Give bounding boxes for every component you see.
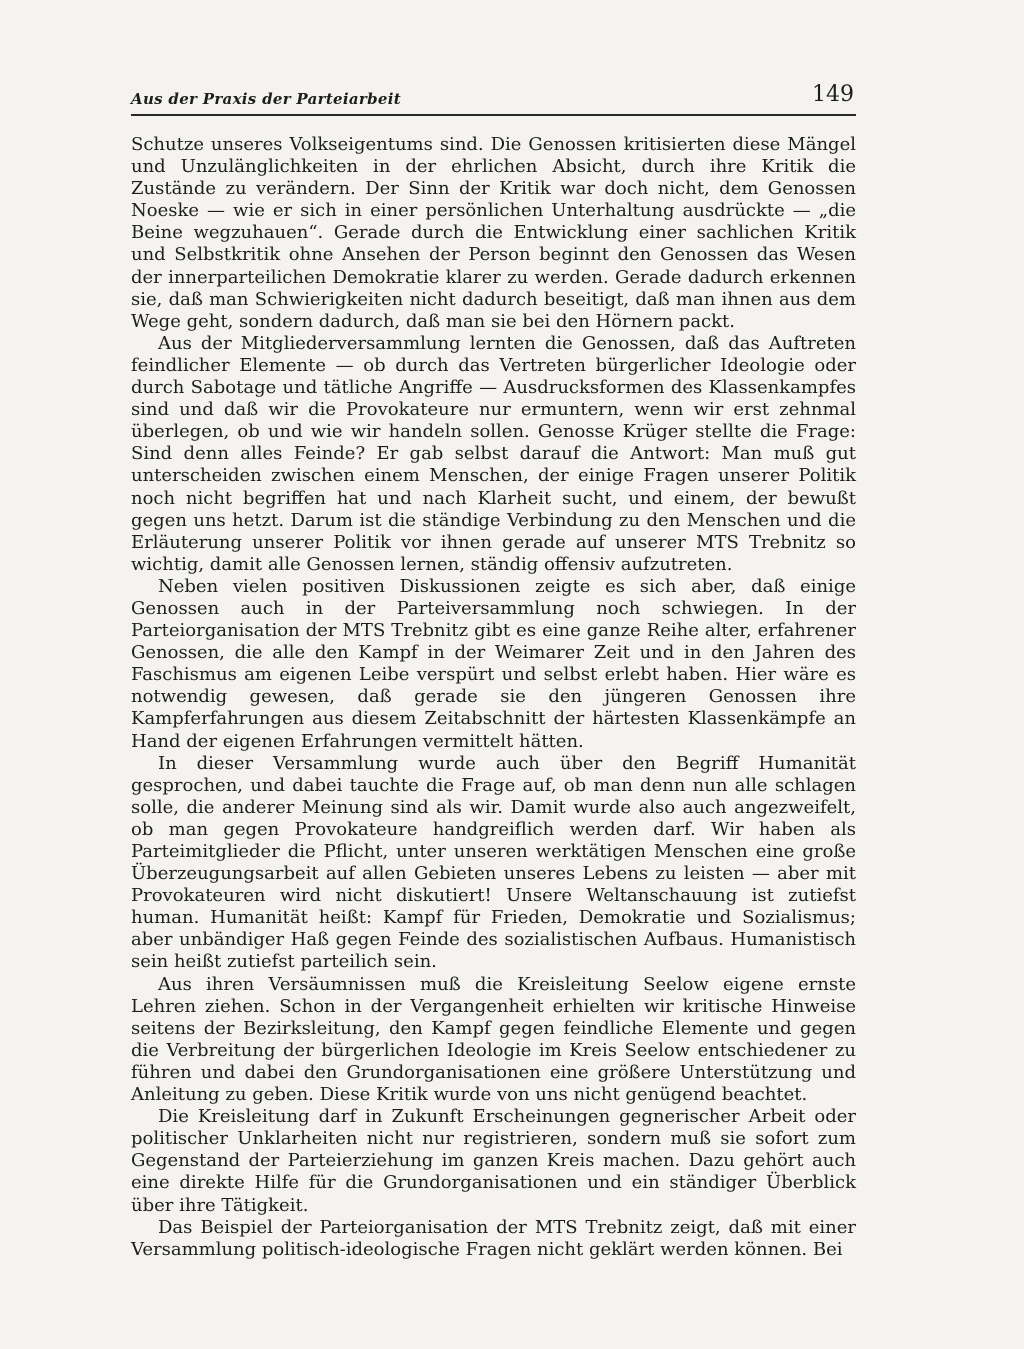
paragraph: Aus ihren Versäumnissen muß die Kreisleitung Seelow eigene ernste Lehren ziehen. Schon in der Vergangenheit erhielten wir kritische Hinweise seitens der Bezirksleitung, den Kampf gegen feindliche Elemente und gegen die Verbreitung der bürgerlichen Ideologie im Kreis Seelow entschiedener zu führen und dabei den Grundorganisationen eine größere Unterstützung und Anleitung zu geben. Diese Kritik wurde von uns nicht genügend beachtet. [131, 973, 856, 1106]
page-number: 149 [812, 82, 854, 107]
paragraph: Neben vielen positiven Diskussionen zeigte es sich aber, daß einige Genossen auch in der Parteiversammlung noch schwiegen. In der Parteiorganisation der MTS Trebnitz gibt es eine ganze Reihe alter, erfahrener Genossen, die alle den Kampf in der Weimarer Zeit und in den Jahren des Faschismus am eigenen Leibe verspürt und selbst erlebt haben. Hier wäre es notwendig gewesen, daß gerade sie den jüngeren Genossen ihre Kampferfahrungen aus diesem Zeitabschnitt der härtesten Klassenkämpfe an Hand der eigenen Erfahrungen vermittelt hätten. [131, 575, 856, 752]
page-body [131, 134, 856, 1261]
paragraph: Das Beispiel der Parteiorganisation der MTS Trebnitz zeigt, daß mit einer Versammlung politisch-ideologische Fragen nicht geklärt werden können. Bei [131, 1216, 856, 1260]
paragraph: Aus der Mitgliederversammlung lernten die Genossen, daß das Auftreten feindlicher Elemente — ob durch das Vertreten bürgerlicher Ideologie oder durch Sabotage und tätliche Angriffe — Ausdrucksformen des Klassenkampfes sind und daß wir die Provokateure nur ermuntern, wenn wir erst zehnmal überlegen, ob und wie wir handeln sollen. Genosse Krüger stellte die Frage: Sind denn alles Feinde? Er gab selbst darauf die Antwort: Man muß gut unterscheiden zwischen einem Menschen, der einige Fragen unserer Politik noch nicht begriffen hat und nach Klarheit sucht, und einem, der bewußt gegen uns hetzt. Darum ist die ständige Verbindung zu den Menschen und die Erläuterung unserer Politik vor ihnen gerade auf unserer MTS Trebnitz so wichtig, damit alle Genossen lernen, ständig offensiv aufzutreten. [131, 332, 856, 575]
running-title: Aus der Praxis der Parteiarbeit [131, 90, 401, 108]
paragraph: In dieser Versammlung wurde auch über den Begriff Humanität gesprochen, und dabei tauchte die Frage auf, ob man denn nun alle schlagen solle, die anderer Meinung sind als wir. Damit wurde also auch angezweifelt, ob man gegen Provokateure handgreiflich werden darf. Wir haben als Parteimitglieder die Pflicht, unter unseren werktätigen Menschen eine große Überzeugungsarbeit auf allen Gebieten unseres Lebens zu leisten — aber mit Provokateuren wird nicht diskutiert! Unsere Weltanschauung ist zutiefst human. Humanität heißt: Kampf für Frieden, Demokratie und Sozialismus; aber unbändiger Haß gegen Feinde des sozialistischen Aufbaus. Humanistisch sein heißt zutiefst parteilich sein. [131, 752, 856, 973]
paragraph: Schutze unseres Volkseigentums sind. Die Genossen kritisierten diese Mängel und Unzulänglichkeiten in der ehrlichen Absicht, durch ihre Kritik die Zustände zu verändern. Der Sinn der Kritik war doch nicht, dem Genossen Noeske — wie er sich in einer persönlichen Unterhaltung ausdrückte — „die Beine wegzuhauen“. Gerade durch die Entwicklung einer sachlichen Kritik und Selbstkritik ohne Ansehen der Person beginnt den Genossen das Wesen der innerparteilichen Demokratie klarer zu werden. Gerade dadurch erkennen sie, daß man Schwierigkeiten nicht dadurch beseitigt, daß man ihnen aus dem Wege geht, sondern dadurch, daß man sie bei den Hörnern packt. [131, 134, 856, 332]
paragraph: Die Kreisleitung darf in Zukunft Erscheinungen gegnerischer Arbeit oder politischer Unklarheiten nicht nur registrieren, sondern muß sie sofort zum Gegenstand der Parteierziehung im ganzen Kreis machen. Dazu gehört auch eine direkte Hilfe für die Grundorganisationen und ein ständiger Überblick über ihre Tätigkeit. [131, 1106, 856, 1216]
page-header [131, 84, 856, 116]
